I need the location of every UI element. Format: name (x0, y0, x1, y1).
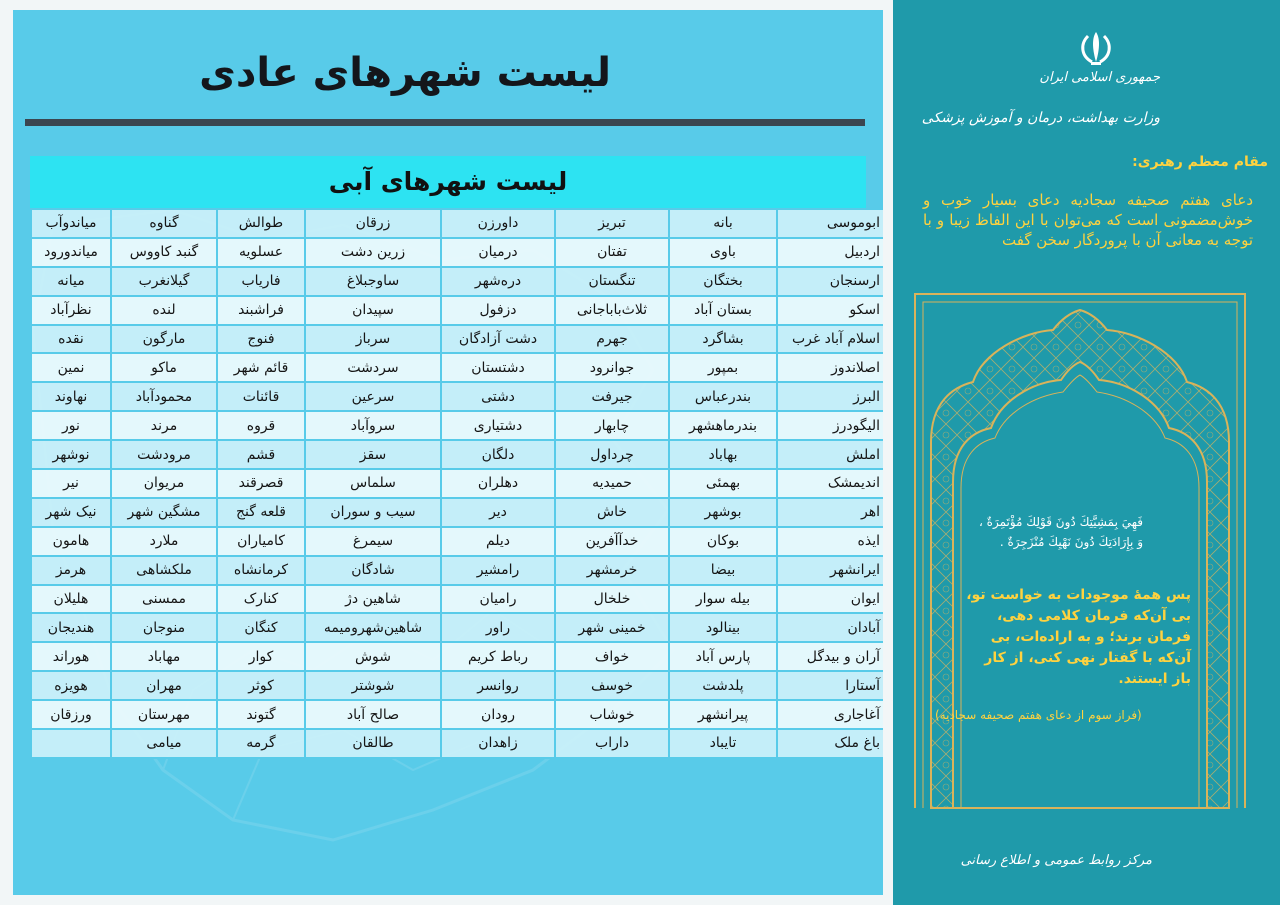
city-cell: کنارک (217, 585, 305, 614)
city-cell: فراشبند (217, 296, 305, 325)
city-cell: اسکو (777, 296, 883, 325)
city-cell: بمپور (669, 353, 777, 382)
city-cell: دشتی (441, 382, 555, 411)
city-cell: مرند (111, 411, 217, 440)
city-cell: نیر (31, 469, 111, 498)
city-cell: سروآباد (305, 411, 441, 440)
city-cell: قلعه گنج (217, 498, 305, 527)
table-row (31, 642, 883, 671)
city-cell: قصرقند (217, 469, 305, 498)
city-cell: شوش (305, 642, 441, 671)
city-cell: اسلام آباد غرب (777, 325, 883, 354)
city-cell: تبریز (555, 209, 669, 238)
city-cell: هلیلان (31, 585, 111, 614)
city-cell: آبادان (777, 613, 883, 642)
city-cell: سقز (305, 440, 441, 469)
city-cell: ابوموسی (777, 209, 883, 238)
city-cell: دشتیاری (441, 411, 555, 440)
city-cell: ماکو (111, 353, 217, 382)
quote-text: دعای هفتم صحیفه سجادیه دعای بسیار خوب و خوش‌مضمونی است که می‌توان با این الفاظ زیبا و با توجه به معانی آن با پروردگار سخن گفت (923, 191, 1253, 249)
table-row (31, 267, 883, 296)
city-cell: دیر (441, 498, 555, 527)
city-cell: لنده (111, 296, 217, 325)
city-cell: سرباز (305, 325, 441, 354)
city-cell: تنگستان (555, 267, 669, 296)
city-cell: رامیان (441, 585, 555, 614)
table-row (31, 440, 883, 469)
city-cell: خمینی شهر (555, 613, 669, 642)
city-cell: هویزه (31, 671, 111, 700)
city-cell: میامی (111, 729, 217, 758)
table-row (31, 382, 883, 411)
city-cell: طالقان (305, 729, 441, 758)
city-cell: جیرفت (555, 382, 669, 411)
iran-emblem-icon (1076, 28, 1116, 68)
city-cell: نقده (31, 325, 111, 354)
city-cell: بانه (669, 209, 777, 238)
city-cell: اندیمشک (777, 469, 883, 498)
table-row (31, 353, 883, 382)
right-sidebar (893, 0, 1280, 905)
table-row (31, 585, 883, 614)
city-cell: دیلم (441, 527, 555, 556)
city-cell: هندیجان (31, 613, 111, 642)
city-cell: صالح آباد (305, 700, 441, 729)
persian-translation: پس همهٔ موجودات به خواست تو، بی آن‌که فرمان کلامی دهی، فرمان برند؛ و به اراده‌ات، بی آن‌که با گفتار نهی کنی، از کار باز ایستند. (966, 587, 1191, 687)
city-cell: الیگودرز (777, 411, 883, 440)
city-cell: مریوان (111, 469, 217, 498)
city-cell: مهاباد (111, 642, 217, 671)
city-cell: زرین دشت (305, 238, 441, 267)
city-cell: دزفول (441, 296, 555, 325)
table-row (31, 700, 883, 729)
city-cell: ساوجبلاغ (305, 267, 441, 296)
city-cell: سردشت (305, 353, 441, 382)
city-cell: روانسر (441, 671, 555, 700)
city-cell: بشاگرد (669, 325, 777, 354)
city-cell: میانه (31, 267, 111, 296)
city-cell: چابهار (555, 411, 669, 440)
city-cell: دشت آزادگان (441, 325, 555, 354)
city-cell: پیرانشهر (669, 700, 777, 729)
city-cell: اهر (777, 498, 883, 527)
city-cell: شاهین‌شهرومیمه (305, 613, 441, 642)
table-row (31, 613, 883, 642)
city-cell: سیمرغ (305, 527, 441, 556)
title-divider (25, 119, 865, 126)
city-cell: سیب و سوران (305, 498, 441, 527)
city-cell: باوی (669, 238, 777, 267)
city-cell: جهرم (555, 325, 669, 354)
city-cell: مارگون (111, 325, 217, 354)
ministry-name: وزارت بهداشت، درمان و آموزش پزشکی (921, 110, 1160, 126)
table-row (31, 527, 883, 556)
city-cell: البرز (777, 382, 883, 411)
city-cell: قائم شهر (217, 353, 305, 382)
page-title: لیست شهرهای عادی (199, 50, 611, 96)
city-cell: املش (777, 440, 883, 469)
city-cell: نهاوند (31, 382, 111, 411)
city-cell: تایباد (669, 729, 777, 758)
city-cell: ایرانشهر (777, 556, 883, 585)
city-cell: بستان آباد (669, 296, 777, 325)
source-reference: (فراز سوم از دعای هفتم صحیفه سجادیه) (935, 708, 1142, 722)
city-cell: بیله سوار (669, 585, 777, 614)
city-cell: میاندوآب (31, 209, 111, 238)
city-cell: زرقان (305, 209, 441, 238)
city-cell: گتوند (217, 700, 305, 729)
city-cell: گیلانغرب (111, 267, 217, 296)
city-cell: سلماس (305, 469, 441, 498)
city-cell: بهاباد (669, 440, 777, 469)
city-cell: بیضا (669, 556, 777, 585)
city-cell: کوار (217, 642, 305, 671)
city-cell: ملکشاهی (111, 556, 217, 585)
city-cell: طوالش (217, 209, 305, 238)
city-cell: عسلویه (217, 238, 305, 267)
city-cell: بهمئی (669, 469, 777, 498)
city-cell: درمیان (441, 238, 555, 267)
city-cell: خدآآفرین (555, 527, 669, 556)
city-cell: اصلاندوز (777, 353, 883, 382)
city-cell: رباط کریم (441, 642, 555, 671)
city-cell: خاش (555, 498, 669, 527)
city-cell: دهلران (441, 469, 555, 498)
city-cell: کامیاران (217, 527, 305, 556)
table-row (31, 411, 883, 440)
city-cell: خوشاب (555, 700, 669, 729)
table-row (31, 671, 883, 700)
city-cell: تفتان (555, 238, 669, 267)
city-cell: مهران (111, 671, 217, 700)
city-cell: هرمز (31, 556, 111, 585)
table-row (31, 296, 883, 325)
city-cell: ورزقان (31, 700, 111, 729)
city-cell: نیک شهر (31, 498, 111, 527)
city-cell: شادگان (305, 556, 441, 585)
city-cell: محمودآباد (111, 382, 217, 411)
city-cell: قشم (217, 440, 305, 469)
city-cell: رامشیر (441, 556, 555, 585)
city-cell: حمیدیه (555, 469, 669, 498)
city-cell: بندرعباس (669, 382, 777, 411)
city-cell: داراب (555, 729, 669, 758)
table-row (31, 325, 883, 354)
city-cell: خلخال (555, 585, 669, 614)
table-row (31, 556, 883, 585)
city-cell: قائنات (217, 382, 305, 411)
city-cell: بینالود (669, 613, 777, 642)
city-cell: نمین (31, 353, 111, 382)
city-cell: منوجان (111, 613, 217, 642)
city-cell: کنگان (217, 613, 305, 642)
government-name: جمهوری اسلامی ایران (1039, 70, 1160, 85)
city-cell: شوشتر (305, 671, 441, 700)
city-cell: پارس آباد (669, 642, 777, 671)
table-row (31, 238, 883, 267)
city-cell: راور (441, 613, 555, 642)
city-cell: ایذه (777, 527, 883, 556)
city-cell: باغ ملک (777, 729, 883, 758)
city-cell: زاهدان (441, 729, 555, 758)
city-cell: میاندورود (31, 238, 111, 267)
city-cell: خرمشهر (555, 556, 669, 585)
city-cell: چرداول (555, 440, 669, 469)
city-cell: هوراند (31, 642, 111, 671)
city-cell: بوکان (669, 527, 777, 556)
city-cell: آغاجاری (777, 700, 883, 729)
city-cell: کرمانشاه (217, 556, 305, 585)
city-cell: اردبیل (777, 238, 883, 267)
city-cell: مشگین شهر (111, 498, 217, 527)
leader-label: مقام معظم رهبری: (1132, 154, 1268, 170)
city-cell: ملارد (111, 527, 217, 556)
table-row (31, 209, 883, 238)
cities-table (30, 208, 883, 759)
city-cell: دلگان (441, 440, 555, 469)
city-cell: جوانرود (555, 353, 669, 382)
city-cell: هامون (31, 527, 111, 556)
city-cell: ثلاث‌باباجانی (555, 296, 669, 325)
city-cell: دشتستان (441, 353, 555, 382)
city-cell: بختگان (669, 267, 777, 296)
left-panel (13, 10, 883, 895)
city-cell: فنوج (217, 325, 305, 354)
city-cell: گرمه (217, 729, 305, 758)
city-cell: آران و بیدگل (777, 642, 883, 671)
city-cell: ارسنجان (777, 267, 883, 296)
city-cell: ایوان (777, 585, 883, 614)
city-cell: سپیدان (305, 296, 441, 325)
city-cell: پلدشت (669, 671, 777, 700)
city-cell: فاریاب (217, 267, 305, 296)
city-cell: قروه (217, 411, 305, 440)
city-cell: خواف (555, 642, 669, 671)
city-cell: گناوه (111, 209, 217, 238)
city-cell: خوسف (555, 671, 669, 700)
city-cell: دره‌شهر (441, 267, 555, 296)
city-cell: نوشهر (31, 440, 111, 469)
table-title-band (30, 156, 866, 208)
arabic-prayer-text: فَهِيَ بِمَشِيَّتِكَ دُونَ قَوْلِكَ مُؤْتَمِرَةٌ ، وَ بِإِرَادَتِكَ دُونَ نَهْيِكَ مُنْزَجِرَةٌ . (978, 515, 1143, 549)
city-cell: مرودشت (111, 440, 217, 469)
city-cell: کوثر (217, 671, 305, 700)
table-title: لیست شهرهای آبی (328, 167, 568, 196)
city-cell: داورزن (441, 209, 555, 238)
city-cell: نور (31, 411, 111, 440)
city-cell: گنبد کاووس (111, 238, 217, 267)
city-cell: رودان (441, 700, 555, 729)
table-row (31, 469, 883, 498)
city-cell (31, 729, 111, 758)
table-row (31, 498, 883, 527)
city-cell: سرعین (305, 382, 441, 411)
city-cell: شاهین دژ (305, 585, 441, 614)
city-cell: بوشهر (669, 498, 777, 527)
table-row (31, 729, 883, 758)
footer-org-name: مرکز روابط عمومی و اطلاع رسانی (960, 853, 1152, 868)
city-cell: بندرماهشهر (669, 411, 777, 440)
city-cell: نظرآباد (31, 296, 111, 325)
city-cell: مهرستان (111, 700, 217, 729)
city-cell: ممسنی (111, 585, 217, 614)
city-cell: آستارا (777, 671, 883, 700)
